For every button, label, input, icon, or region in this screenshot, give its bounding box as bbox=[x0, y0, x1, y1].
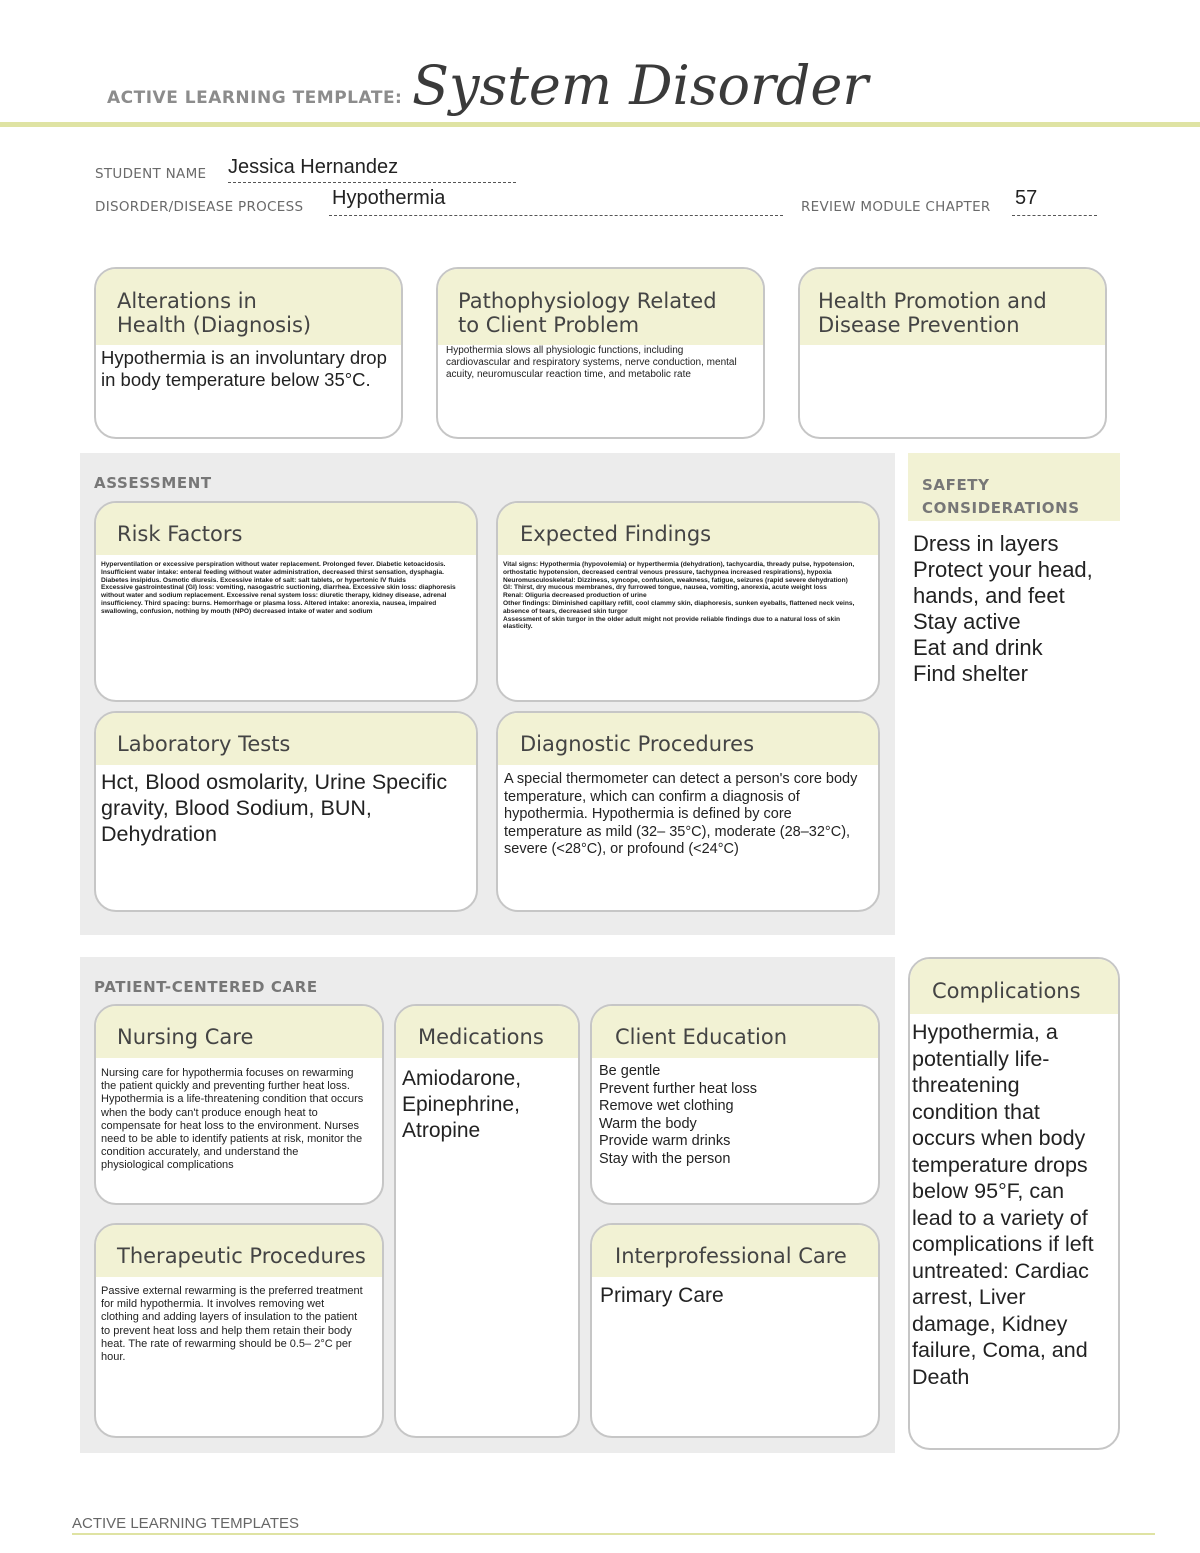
therapeutic-procedures-box bbox=[94, 1223, 384, 1438]
patient-care-title: PATIENT-CENTERED CARE bbox=[94, 978, 318, 996]
client-education-item: Warm the body bbox=[599, 1115, 697, 1132]
student-name-field[interactable] bbox=[228, 156, 516, 183]
pathophysiology-title-line1: Pathophysiology Related bbox=[458, 289, 717, 313]
health-promotion-title-line2: Disease Prevention bbox=[818, 313, 1020, 337]
student-name-value: Jessica Hernandez bbox=[228, 156, 399, 178]
lab-tests-header: Laboratory Tests bbox=[96, 713, 476, 765]
student-name-label: STUDENT NAME bbox=[95, 166, 207, 182]
client-education-list[interactable] bbox=[592, 1058, 878, 1168]
disorder-field[interactable] bbox=[329, 187, 783, 216]
alterations-header bbox=[96, 269, 401, 345]
safety-title-line1: SAFETY bbox=[922, 476, 990, 494]
client-education-header: Client Education bbox=[592, 1006, 878, 1058]
health-promotion-box bbox=[798, 267, 1107, 439]
therapeutic-procedures-content[interactable]: Passive external rewarming is the preferred treatment for mild hypothermia. It involves removing wet clothing and adding layers of insulation to the patient to prevent heat loss and help them retain their body heat. The rate of rewarming should be 0.5– 2°C per hour. bbox=[101, 1285, 363, 1364]
diagnostic-procedures-header: Diagnostic Procedures bbox=[498, 713, 878, 765]
interprofessional-care-header: Interprofessional Care bbox=[592, 1225, 878, 1277]
disorder-label: DISORDER/DISEASE PROCESS bbox=[95, 199, 304, 215]
expected-findings-header: Expected Findings bbox=[498, 503, 878, 555]
chapter-label: REVIEW MODULE CHAPTER bbox=[801, 199, 991, 215]
pathophysiology-box bbox=[436, 267, 765, 439]
health-promotion-content[interactable] bbox=[800, 345, 1105, 353]
health-promotion-title-line1: Health Promotion and bbox=[818, 289, 1047, 313]
nursing-care-box bbox=[94, 1004, 384, 1205]
interprofessional-care-content[interactable]: Primary Care bbox=[600, 1284, 724, 1307]
risk-factors-header: Risk Factors bbox=[96, 503, 476, 555]
safety-item: Eat and drink bbox=[913, 635, 1043, 660]
expected-findings-box bbox=[496, 501, 880, 702]
health-promotion-header bbox=[800, 269, 1105, 345]
safety-item: Dress in layers bbox=[913, 531, 1059, 556]
client-education-box bbox=[590, 1004, 880, 1205]
client-education-item: Prevent further heat loss bbox=[599, 1080, 757, 1097]
nursing-care-content[interactable]: Nursing care for hypothermia focuses on rewarming the patient quickly and preventing further heat loss. Hypothermia is a life-threatening condition that occurs when the body can't produce enough heat to compensate for heat loss to the environment. Nurses need to be able to identify patients at risk, monitor the condition accurately, and understand the physiological complications bbox=[101, 1067, 364, 1172]
pathophysiology-content[interactable]: Hypothermia slows all physiologic functions, including cardiovascular and respiratory systems, nerve conduction, mental acuity, neuromuscular reaction time, and metabolic rate bbox=[446, 345, 737, 380]
lab-tests-box bbox=[94, 711, 478, 912]
alterations-box bbox=[94, 267, 403, 439]
complications-header: Complications bbox=[910, 959, 1118, 1014]
alterations-title-line1: Alterations in bbox=[117, 289, 257, 313]
safety-title bbox=[922, 474, 1080, 520]
safety-item: Stay active bbox=[913, 609, 1021, 634]
template-title: System Disorder bbox=[412, 54, 869, 117]
nursing-care-header: Nursing Care bbox=[96, 1006, 382, 1058]
client-education-item: Remove wet clothing bbox=[599, 1098, 734, 1114]
safety-item: Protect your head, hands, and feet bbox=[913, 557, 1093, 608]
risk-factors-box bbox=[94, 501, 478, 702]
safety-list[interactable] bbox=[913, 531, 1113, 687]
diagnostic-procedures-content[interactable]: A special thermometer can detect a person's core body temperature, which can confirm a diagnosis of hypothermia. Hypothermia is defined by core temperature as mild (32– 35°C), moderate (28–32°C), severe (<28°C), or profound (<24°C) bbox=[504, 771, 858, 857]
medications-content[interactable]: Amiodarone, Epinephrine, Atropine bbox=[402, 1067, 522, 1142]
chapter-field[interactable] bbox=[1012, 187, 1097, 216]
risk-factors-content[interactable]: Hyperventilation or excessive perspiration without water replacement. Prolonged fever. Diabetic ketoacidosis. Insufficient water intake: enteral feeding without water administration, decreased thirst sensation, dysphagia. Diabetes insipidus. Osmotic diuresis. Excessive intake of salt: salt tablets, or hypertonic IV fluids Excessive gastrointestinal (GI) loss: vomiting, nasogastric suctioning, diarrhea. Excessive skin loss: diaphoresis without water and sodium replacement. Excessive renal system loss: diuretic therapy, kidney disease, adrenal insufficiency. Third spacing: burns. Hemorrhage or plasma loss. Altered intake: anorexia, nausea, impaired swallowing, confusion, nothing by mouth (NPO) decreased intake of water and sodium bbox=[101, 561, 456, 615]
disorder-value: Hypothermia bbox=[332, 187, 446, 209]
client-education-item: Provide warm drinks bbox=[599, 1133, 731, 1149]
therapeutic-procedures-header: Therapeutic Procedures bbox=[96, 1225, 382, 1277]
client-education-item: Stay with the person bbox=[599, 1150, 731, 1167]
alterations-content[interactable]: Hypothermia is an involuntary drop in body temperature below 35°C. bbox=[101, 347, 387, 390]
client-education-item: Be gentle bbox=[599, 1063, 661, 1079]
safety-item: Find shelter bbox=[913, 661, 1028, 686]
assessment-title: ASSESSMENT bbox=[94, 474, 212, 492]
lab-tests-content[interactable]: Hct, Blood osmolarity, Urine Specific gravity, Blood Sodium, BUN, Dehydration bbox=[101, 770, 448, 846]
safety-title-line2: CONSIDERATIONS bbox=[922, 499, 1080, 517]
pathophysiology-title-line2: to Client Problem bbox=[458, 313, 640, 337]
alterations-title-line2: Health (Diagnosis) bbox=[117, 313, 312, 337]
pathophysiology-header bbox=[438, 269, 763, 345]
template-label: ACTIVE LEARNING TEMPLATE: bbox=[107, 88, 403, 108]
header-rule bbox=[0, 122, 1200, 127]
medications-header: Medications bbox=[396, 1006, 578, 1058]
complications-box bbox=[908, 957, 1120, 1450]
expected-findings-content[interactable]: Vital signs: Hypothermia (hypovolemia) or hyperthermia (dehydration), tachycardia, thready pulse, hypotension, orthostatic hypotension, decreased central venous pressure, tachypnea increased respirations), hypoxia Neuromusculoskeletal: Dizziness, syncope, confusion, weakness, fatigue, seizures (rapid severe dehydration) GI: Thirst, dry mucous membranes, dry furrowed tongue, nausea, vomiting, anorexia, acute weight loss Renal: Oliguria decreased production of urine Other findings: Diminished capillary refill, cool clammy skin, diaphoresis, sunken eyeballs, flattened neck veins, absence of tears, decreased skin turgor Assessment of skin turgor in the older adult might not provide reliable findings due to a natural loss of skin elasticity. bbox=[503, 561, 855, 631]
complications-content[interactable]: Hypothermia, a potentially life-threatening condition that occurs when body temperature drops below 95°F, can lead to a variety of complications if left untreated: Cardiac arrest, Liver damage, Kidney failure, Coma, and Death bbox=[912, 1020, 1094, 1389]
footer-label: ACTIVE LEARNING TEMPLATES bbox=[72, 1515, 299, 1532]
interprofessional-care-box bbox=[590, 1223, 880, 1438]
diagnostic-procedures-box bbox=[496, 711, 880, 912]
medications-box bbox=[394, 1004, 580, 1438]
chapter-value: 57 bbox=[1015, 187, 1038, 209]
footer-rule bbox=[72, 1533, 1155, 1535]
